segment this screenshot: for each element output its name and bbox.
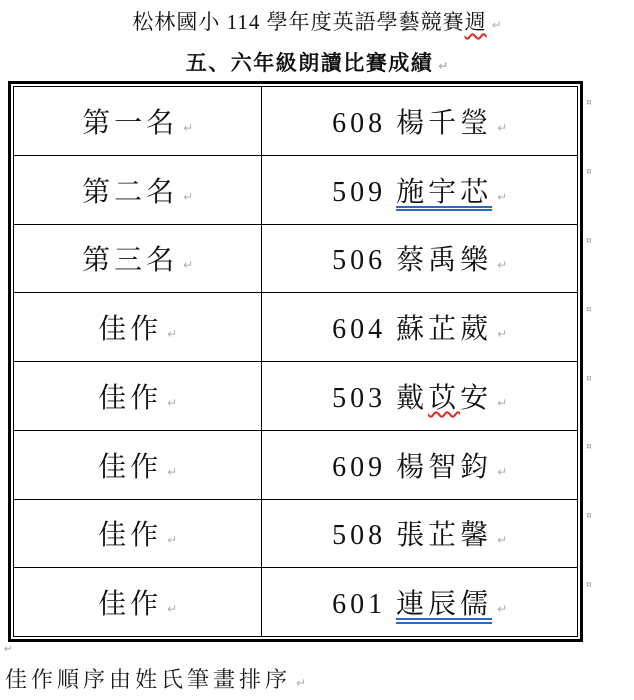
rank-label: 第一名 (82, 107, 179, 139)
row-end-mark-icon: ¤ (586, 304, 592, 315)
result-cell (262, 362, 578, 431)
paragraph-mark-icon: ↵ (497, 602, 508, 617)
paragraph-mark-icon: ↵ (183, 189, 194, 204)
name-text: 蘇芷葳 (396, 314, 493, 346)
result-cell (262, 155, 578, 224)
student-name (396, 520, 492, 551)
student-name (396, 314, 492, 345)
rank-label: 佳作 (98, 589, 163, 621)
rank-cell (14, 499, 262, 568)
student-number: 503 (332, 382, 387, 414)
paragraph-mark-icon: ↵ (497, 327, 508, 342)
row-end-mark-icon: ¤ (586, 442, 592, 453)
paragraph-mark-icon: ↵ (497, 189, 508, 204)
results-table (13, 86, 578, 637)
paragraph-mark-icon: ↵ (167, 395, 178, 410)
table-row (14, 430, 578, 499)
title-spellcheck-word: 週 (464, 10, 487, 34)
subtitle-text: 五、六年級朗讀比賽成績 (185, 51, 434, 75)
rank-label: 佳作 (98, 314, 163, 346)
table-row (14, 155, 578, 224)
footer-text: 佳作順序由姓氏筆畫排序 (5, 667, 292, 692)
paragraph-mark-icon: ↵ (167, 327, 178, 342)
row-end-mark-icon: ¤ (586, 373, 592, 384)
table-row (14, 499, 578, 568)
table-row (14, 87, 578, 156)
table-row (14, 568, 578, 637)
results-table-border (8, 81, 583, 642)
student-name (396, 383, 492, 414)
table-row (14, 362, 578, 431)
document-title (0, 6, 634, 36)
paragraph-mark-icon: ↵ (497, 120, 508, 135)
name-text: 連辰儒 (396, 589, 493, 621)
paragraph-mark-icon: ↵ (296, 676, 307, 690)
rank-cell (14, 224, 262, 293)
rank-label: 第三名 (82, 245, 179, 277)
row-end-marks (586, 86, 606, 637)
name-text: 楊智鈞 (396, 451, 493, 483)
result-cell (262, 293, 578, 362)
student-number: 608 (332, 107, 387, 139)
student-number: 506 (332, 245, 387, 277)
row-end-mark-icon: ¤ (586, 166, 592, 177)
result-cell (262, 568, 578, 637)
name-text: 戴 (396, 382, 429, 414)
title-text: 松林國小 114 學年度英語學藝競賽 (132, 10, 465, 34)
paragraph-mark-icon: ↵ (497, 395, 508, 410)
result-cell (262, 224, 578, 293)
name-text: 蔡禹樂 (396, 245, 493, 277)
result-cell (262, 499, 578, 568)
row-end-mark-icon: ¤ (586, 98, 592, 108)
rank-label: 第二名 (82, 176, 179, 208)
paragraph-mark-icon: ↵ (167, 464, 178, 479)
student-name (396, 452, 492, 483)
name-text: 施宇芯 (396, 176, 493, 208)
student-name (396, 589, 492, 620)
name-text: 楊千瑩 (396, 107, 493, 139)
paragraph-mark-icon: ↵ (183, 120, 194, 135)
rank-label: 佳作 (98, 520, 163, 552)
row-end-mark-icon: ¤ (586, 511, 592, 522)
rank-cell (14, 155, 262, 224)
student-name (396, 245, 492, 276)
footer-note (5, 663, 306, 694)
student-number: 509 (332, 176, 387, 208)
rank-label: 佳作 (98, 382, 163, 414)
student-number: 601 (332, 589, 387, 621)
row-end-mark-icon: ¤ (586, 580, 592, 591)
paragraph-mark-icon: ↵ (4, 644, 13, 655)
name-text: 安 (460, 382, 493, 414)
table-row (14, 224, 578, 293)
paragraph-mark-icon: ↵ (167, 602, 178, 617)
rank-cell (14, 293, 262, 362)
paragraph-mark-icon: ↵ (497, 258, 508, 273)
student-name (396, 108, 492, 139)
name-spellcheck-text: 苡 (428, 382, 461, 414)
paragraph-mark-icon: ↵ (497, 533, 508, 548)
rank-cell (14, 430, 262, 499)
rank-cell (14, 568, 262, 637)
student-number: 604 (332, 314, 387, 346)
document-subtitle (0, 47, 634, 77)
result-cell (262, 430, 578, 499)
rank-cell (14, 362, 262, 431)
result-cell (262, 87, 578, 156)
paragraph-mark-icon: ↵ (183, 258, 194, 273)
student-number: 508 (332, 520, 387, 552)
paragraph-mark-icon: ↵ (167, 533, 178, 548)
rank-cell (14, 87, 262, 156)
row-end-mark-icon: ¤ (586, 235, 592, 246)
student-name (396, 177, 492, 208)
paragraph-mark-icon: ↵ (497, 464, 508, 479)
rank-label: 佳作 (98, 451, 163, 483)
table-row (14, 293, 578, 362)
name-text: 張芷馨 (396, 520, 493, 552)
student-number: 609 (332, 451, 387, 483)
paragraph-mark-icon: ↵ (491, 18, 502, 32)
paragraph-mark-icon: ↵ (438, 59, 449, 73)
